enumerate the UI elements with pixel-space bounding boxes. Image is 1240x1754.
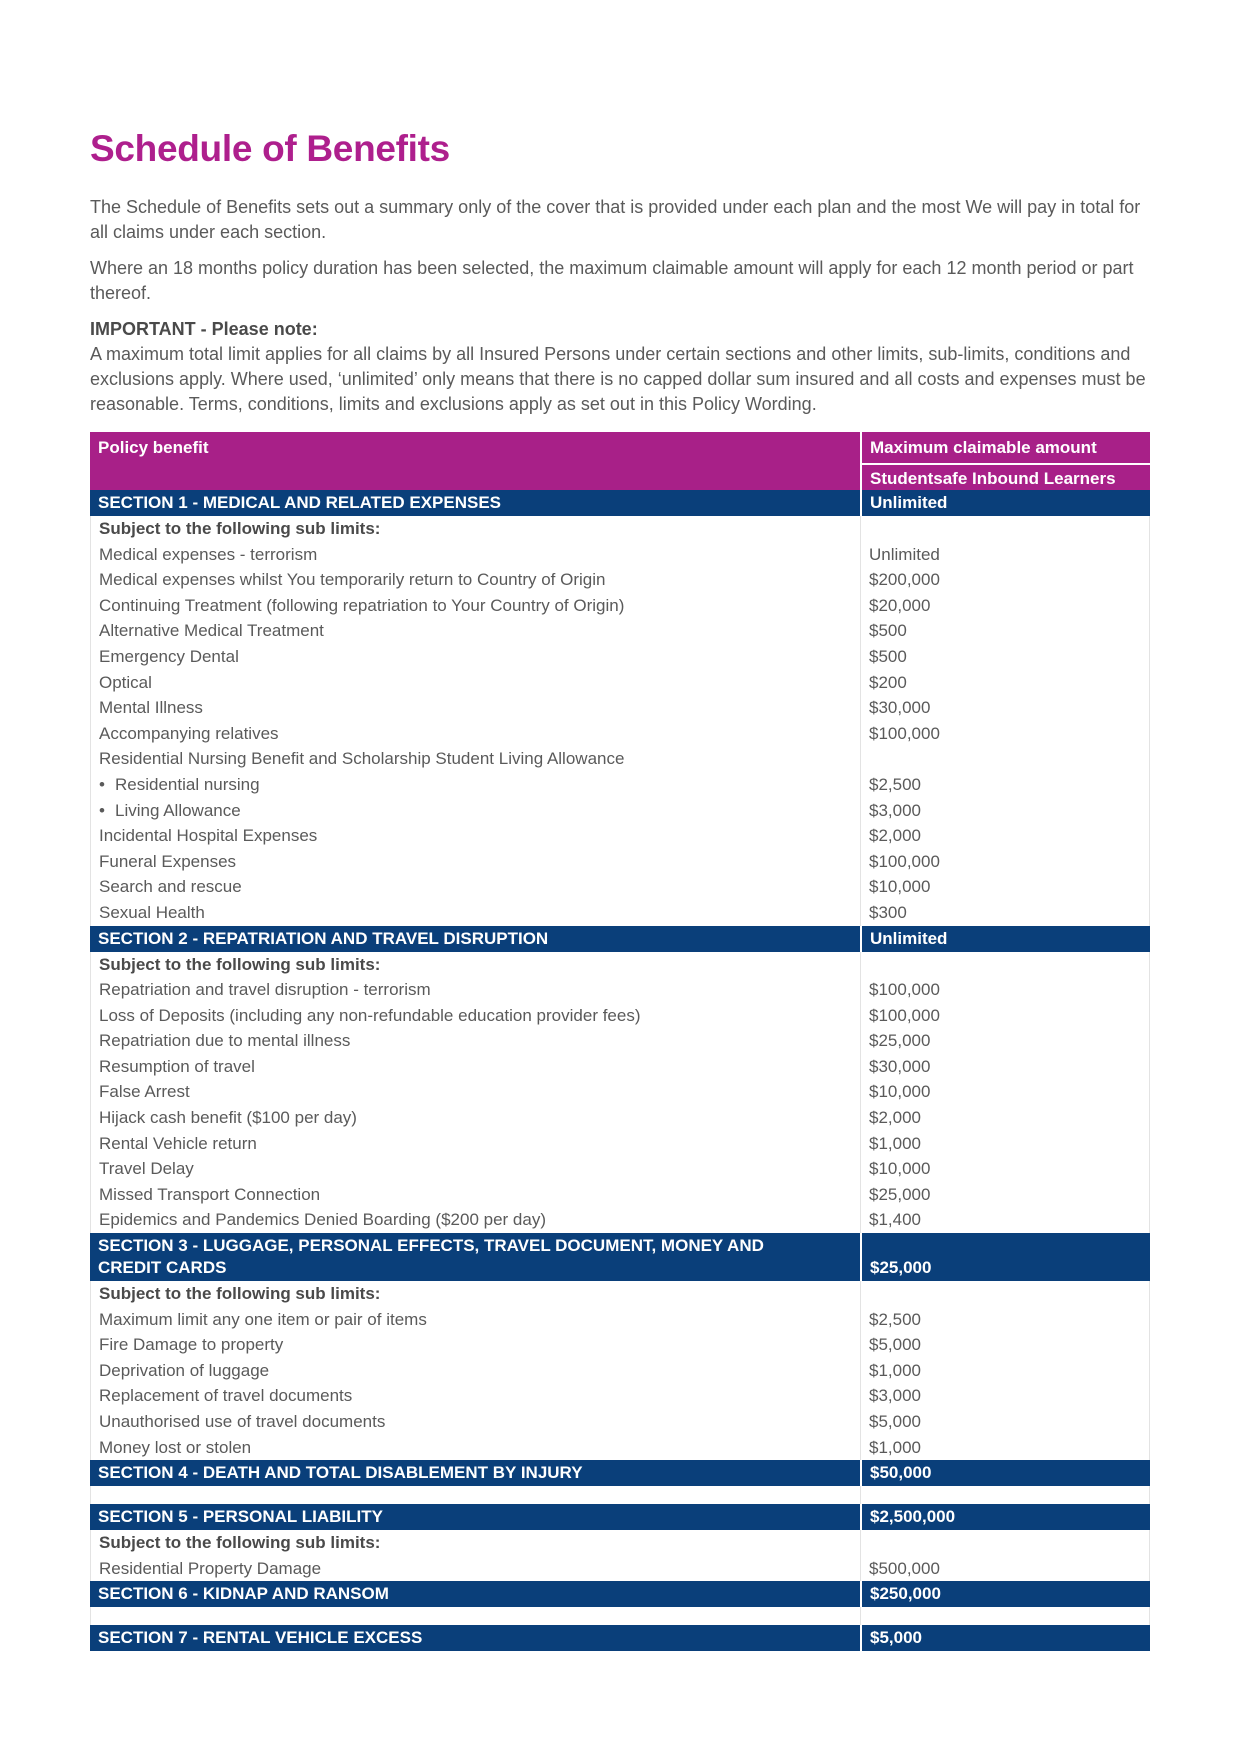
benefit-value: $30,000 [860, 695, 1150, 721]
benefit-value: $10,000 [860, 1079, 1150, 1105]
table-row [90, 977, 1150, 1003]
benefit-label: Epidemics and Pandemics Denied Boarding ($200 per day) [90, 1207, 860, 1233]
section-row-3 [90, 1233, 1150, 1281]
benefit-value: $500,000 [860, 1556, 1150, 1582]
table-row [90, 823, 1150, 849]
benefit-label: Rental Vehicle return [90, 1131, 860, 1157]
benefit-value: $500 [860, 618, 1150, 644]
benefit-value: $3,000 [860, 1383, 1150, 1409]
intro-paragraph-1: The Schedule of Benefits sets out a summary only of the cover that is provided under each plan and the most We will pay in total for all claims under each section. [90, 197, 1141, 242]
table-row [90, 1182, 1150, 1208]
section-amount: $50,000 [860, 1460, 1150, 1486]
section-amount: $2,500,000 [860, 1504, 1150, 1530]
benefit-value: $2,500 [860, 1307, 1150, 1333]
benefit-value: $200,000 [860, 567, 1150, 593]
section-amount: $250,000 [860, 1581, 1150, 1607]
benefit-label: Living Allowance [115, 800, 241, 820]
table-row [90, 1156, 1150, 1182]
benefit-label: Search and rescue [90, 874, 860, 900]
benefit-value: $3,000 [860, 798, 1150, 824]
benefit-label: Residential Property Damage [90, 1556, 860, 1582]
benefit-value: $500 [860, 644, 1150, 670]
section-title: SECTION 2 - REPATRIATION AND TRAVEL DISRUPTION [90, 926, 860, 952]
header-policy-benefit: Policy benefit [90, 432, 860, 463]
table-row [90, 1054, 1150, 1080]
benefit-value: $20,000 [860, 593, 1150, 619]
table-row [90, 1207, 1150, 1233]
table-row [90, 746, 1150, 772]
sub-limits-row [90, 516, 1150, 542]
table-row [90, 874, 1150, 900]
benefit-label: Incidental Hospital Expenses [90, 823, 860, 849]
table-row [90, 1332, 1150, 1358]
sub-limits-row [90, 952, 1150, 978]
section-row-6 [90, 1581, 1150, 1607]
benefit-label: Replacement of travel documents [90, 1383, 860, 1409]
section-title: SECTION 6 - KIDNAP AND RANSOM [90, 1581, 860, 1607]
benefit-label: Residential nursing [115, 774, 260, 794]
section-amount: Unlimited [860, 490, 1150, 516]
table-row [90, 1028, 1150, 1054]
table-row [90, 644, 1150, 670]
section-title-line-2: CREDIT CARDS [98, 1258, 227, 1278]
benefit-label: Unauthorised use of travel documents [90, 1409, 860, 1435]
benefit-label: Residential Nursing Benefit and Scholarship Student Living Allowance [90, 746, 860, 772]
section-row-2 [90, 926, 1150, 952]
benefit-value [860, 746, 1150, 772]
table-row [90, 1079, 1150, 1105]
bullet-icon: • [99, 774, 105, 794]
benefit-value: $1,000 [860, 1131, 1150, 1157]
table-row [90, 900, 1150, 926]
benefit-value: $100,000 [860, 721, 1150, 747]
table-row [90, 542, 1150, 568]
section-title-line-1: SECTION 3 - LUGGAGE, PERSONAL EFFECTS, TRAVEL DOCUMENT, MONEY AND [98, 1236, 764, 1256]
sub-limits-row [90, 1281, 1150, 1307]
benefit-label: Deprivation of luggage [90, 1358, 860, 1384]
table-row [90, 1003, 1150, 1029]
table-row [90, 1383, 1150, 1409]
table-row [90, 670, 1150, 696]
section-row-1 [90, 490, 1150, 516]
benefit-value: $100,000 [860, 1003, 1150, 1029]
benefit-label: Sexual Health [90, 900, 860, 926]
table-row [90, 567, 1150, 593]
benefits-table [90, 432, 1150, 1651]
benefit-value: Unlimited [860, 542, 1150, 568]
section-title: SECTION 7 - RENTAL VEHICLE EXCESS [90, 1625, 860, 1651]
sub-limits-label: Subject to the following sub limits: [90, 516, 860, 542]
benefit-label: Money lost or stolen [90, 1435, 860, 1461]
benefit-value: $1,000 [860, 1435, 1150, 1461]
page-title: Schedule of Benefits [90, 128, 450, 169]
benefit-label: Accompanying relatives [90, 721, 860, 747]
table-row [90, 1556, 1150, 1582]
important-note-heading: IMPORTANT - Please note: [90, 319, 318, 339]
table-row [90, 618, 1150, 644]
benefit-label: Repatriation due to mental illness [90, 1028, 860, 1054]
benefit-label: Missed Transport Connection [90, 1182, 860, 1208]
benefit-value: $200 [860, 670, 1150, 696]
benefit-label: Repatriation and travel disruption - terrorism [90, 977, 860, 1003]
bullet-icon: • [99, 800, 105, 820]
table-row [90, 1409, 1150, 1435]
table-header-row [90, 432, 1150, 463]
benefit-value: $100,000 [860, 977, 1150, 1003]
benefit-label: Loss of Deposits (including any non-refundable education provider fees) [90, 1003, 860, 1029]
section-title: SECTION 5 - PERSONAL LIABILITY [90, 1504, 860, 1530]
section-title: SECTION 4 - DEATH AND TOTAL DISABLEMENT BY INJURY [90, 1460, 860, 1486]
section-amount: Unlimited [860, 926, 1150, 952]
section-row-4 [90, 1460, 1150, 1486]
benefit-value: $2,000 [860, 1105, 1150, 1131]
benefit-value: $100,000 [860, 849, 1150, 875]
benefit-label: Medical expenses whilst You temporarily return to Country of Origin [90, 567, 860, 593]
benefit-value: $10,000 [860, 1156, 1150, 1182]
table-row-bullet [90, 772, 1150, 798]
benefit-value: $30,000 [860, 1054, 1150, 1080]
benefit-label: Emergency Dental [90, 644, 860, 670]
benefit-value: $300 [860, 900, 1150, 926]
benefit-label: Resumption of travel [90, 1054, 860, 1080]
important-note-text: A maximum total limit applies for all claims by all Insured Persons under certain sections and other limits, sub-limits, conditions and exclusions apply. Where used, ‘unlimited’ only means that there is no capped dollar sum insured and all costs and expenses must be reasonable. Terms, conditions, limits and exclusions apply as set out in this Policy Wording. [90, 344, 1146, 414]
benefit-value: $1,400 [860, 1207, 1150, 1233]
section-amount: $25,000 [870, 1258, 932, 1278]
sub-limits-row [90, 1530, 1150, 1556]
table-row-bullet [90, 798, 1150, 824]
table-row [90, 1307, 1150, 1333]
benefit-value: $25,000 [860, 1182, 1150, 1208]
benefit-value: $2,000 [860, 823, 1150, 849]
benefit-value: $10,000 [860, 874, 1150, 900]
sub-limits-label: Subject to the following sub limits: [90, 952, 860, 978]
table-row [90, 593, 1150, 619]
section-title: SECTION 1 - MEDICAL AND RELATED EXPENSES [90, 490, 860, 516]
benefit-value: $2,500 [860, 772, 1150, 798]
benefit-value: $5,000 [860, 1332, 1150, 1358]
section-amount: $5,000 [860, 1625, 1150, 1651]
table-header-row-plan [90, 463, 1150, 490]
table-row [90, 1358, 1150, 1384]
section-row-7 [90, 1625, 1150, 1651]
benefit-label: Maximum limit any one item or pair of items [90, 1307, 860, 1333]
benefit-value: $25,000 [860, 1028, 1150, 1054]
spacer-row [90, 1486, 1150, 1504]
sub-limits-label: Subject to the following sub limits: [90, 1530, 860, 1556]
spacer-row [90, 1607, 1150, 1625]
benefit-label: Alternative Medical Treatment [90, 618, 860, 644]
benefit-label: Funeral Expenses [90, 849, 860, 875]
header-max-amount: Maximum claimable amount [860, 432, 1150, 463]
benefit-label: Continuing Treatment (following repatriation to Your Country of Origin) [90, 593, 860, 619]
benefit-value: $5,000 [860, 1409, 1150, 1435]
header-plan-name: Studentsafe Inbound Learners [860, 463, 1150, 490]
benefit-label: Optical [90, 670, 860, 696]
benefit-label: False Arrest [90, 1079, 860, 1105]
benefit-label: Medical expenses - terrorism [90, 542, 860, 568]
benefit-label: Hijack cash benefit ($100 per day) [90, 1105, 860, 1131]
table-row [90, 695, 1150, 721]
table-row [90, 721, 1150, 747]
benefit-label: Travel Delay [90, 1156, 860, 1182]
table-row [90, 1435, 1150, 1461]
section-row-5 [90, 1504, 1150, 1530]
table-row [90, 849, 1150, 875]
intro-paragraph-2: Where an 18 months policy duration has been selected, the maximum claimable amount will apply for each 12 month period or part thereof. [90, 258, 1134, 303]
benefit-label: Mental Illness [90, 695, 860, 721]
table-row [90, 1105, 1150, 1131]
benefit-value: $1,000 [860, 1358, 1150, 1384]
table-row [90, 1131, 1150, 1157]
benefit-label: Fire Damage to property [90, 1332, 860, 1358]
sub-limits-label: Subject to the following sub limits: [90, 1281, 860, 1307]
